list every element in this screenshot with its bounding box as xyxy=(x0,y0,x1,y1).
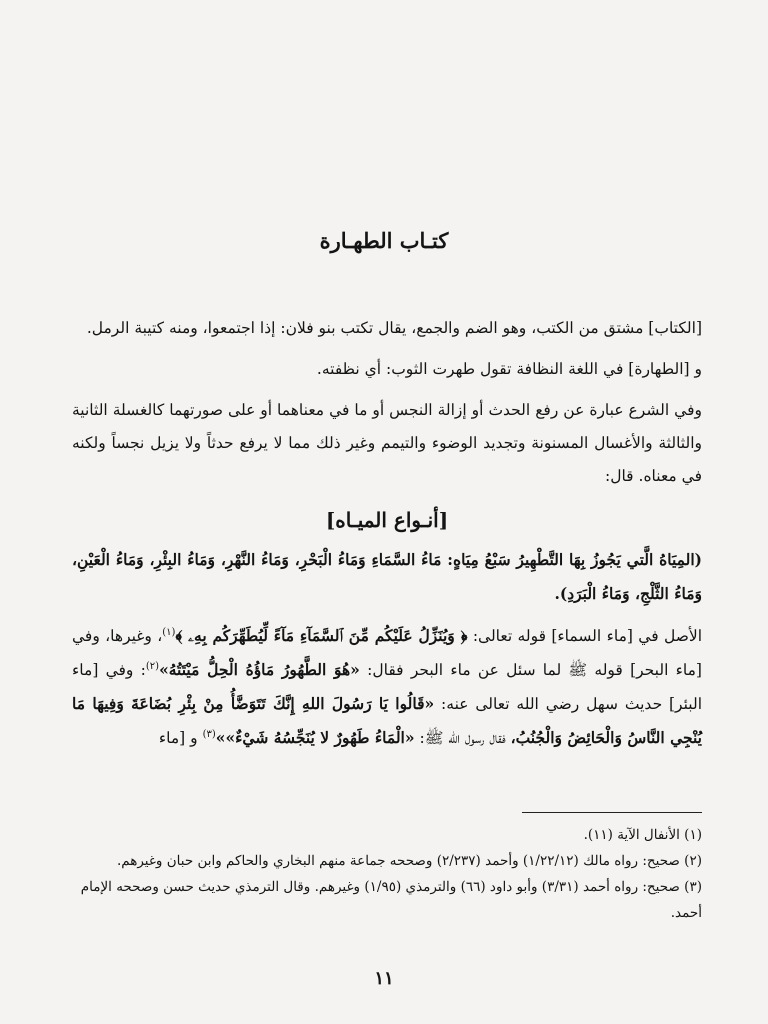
footnote-ref-2: (٢) xyxy=(145,660,160,672)
commentary-text: و [ماء xyxy=(158,729,198,747)
footnotes xyxy=(62,822,702,926)
matn-text: (المِيَاهُ الَّتي يَجُوزُ بِهَا التَّطْهِيرُ سَبْعُ مِيَاهٍ: مَاءُ السَّمَاءِ وَمَاءُ الْبَحْرِ، وَمَاءُ النَّهْرِ، وَمَاءُ البِئْرِ، وَمَاءُ الْعَيْنِ، وَمَاءُ الثَّلْجِ، وَمَاءُ الْبَرَدِ). xyxy=(72,550,702,603)
hadith-quote: «قَالُوا يَا رَسُولَ اللهِ إِنَّكَ تَتَوَضَّأُ مِنْ بِئْرِ بُضَاعَةَ وَفِيهَا مَا يُنْجِي النَّاسُ وَالْحَائِضُ وَالْجُنُبُ، xyxy=(72,694,702,747)
footnote-divider xyxy=(522,812,702,813)
commentary-text: : وفي [ماء البئر] حديث سهل رضي الله تعالى عنه: xyxy=(72,661,702,713)
section-heading: [أنـواع الميـاه] xyxy=(325,508,449,532)
chapter-title: كتـاب الطهـارة xyxy=(319,228,449,253)
footnote-ref-1: (١) xyxy=(162,626,176,638)
paragraph-tahara-shar: وفي الشرع عبارة عن رفع الحدث أو إزالة النجس أو ما في معناهما أو على صورتهما كالغسلة الثانية والثالثة والأغسال المسنونة وتجديد الوضوء والتيمم وغير ذلك مما لا يرفع حدثاً ولا يزيل نجساً ولكنه في معناه. قال: xyxy=(72,401,702,485)
paragraph-kitab: [الكتاب] مشتق من الكتب، وهو الضم والجمع، يقال تكتب بنو فلان: إذا اجتمعوا، ومنه كتيبة الرمل. xyxy=(86,319,702,337)
commentary-text: فقال رسول الله ﷺ: xyxy=(419,729,506,747)
main-text xyxy=(72,312,702,755)
footnote-2: (٢) صحيح: رواه مالك (١/٢٢/١٢) وأحمد (٢/٢٣٧) وصححه جماعة منهم البخاري والحاكم وابن حبان وغيرهم. xyxy=(116,853,702,869)
footnote-3: (٣) صحيح: رواه أحمد (٣/٣١) وأبو داود (٦٦) والترمذي (١/٩٥) وغيرهم. وقال الترمذي حديث حسن وصححه الإمام أحمد. xyxy=(80,879,702,921)
hadith-quote: «هُوَ الطَّهُورُ مَاؤُهُ الْحِلُّ مَيْتَتُهُ» xyxy=(159,660,360,679)
commentary-text: ، وغيرها، وفي [ماء البحر] قوله ﷺ لما سئل عن ماء البحر فقال: xyxy=(72,627,702,679)
hadith-quote: «الْمَاءُ طَهُورٌ لا يُنَجِّسُهُ شَيْءٌ»» xyxy=(215,728,415,747)
commentary-lead: الأصل في [ماء السماء] قوله تعالى: xyxy=(472,627,703,645)
page-number: ١١ xyxy=(374,968,394,989)
footnote-ref-3: (٣) xyxy=(202,728,216,740)
paragraph-tahara-lugha: و [الطهارة] في اللغة النظافة تقول طهرت الثوب: أي نظفته. xyxy=(316,360,702,378)
footnote-1: (١) الأنفال الآية (١١). xyxy=(583,827,702,843)
quran-verse: ﴿ وَيُنَزِّلُ عَلَيْكُم مِّنَ ٱلسَّمَآءِ مَآءً لِّيُطَهِّرَكُم بِهِۦ ﴾ xyxy=(175,626,468,645)
commentary-paragraph xyxy=(72,619,702,755)
